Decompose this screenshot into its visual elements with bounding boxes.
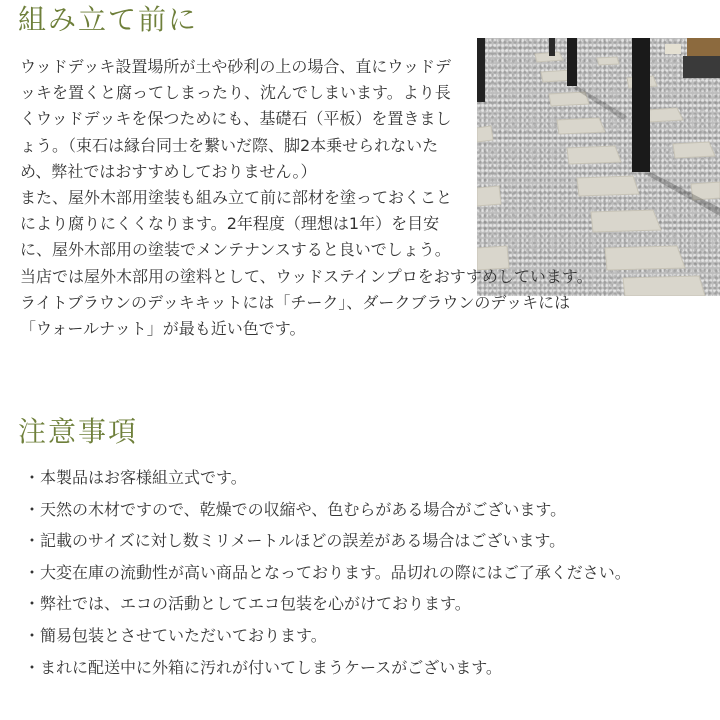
paragraph-recommend-line-3: 「ウォールナット」が最も近い色です。 bbox=[20, 319, 306, 339]
list-item: ・天然の木材ですので、乾燥での収縮や、色むらがある場合がございます。 bbox=[24, 499, 567, 519]
section-title-notes: 注意事項 bbox=[18, 415, 139, 448]
list-item: ・記載のサイズに対し数ミリメートルほどの誤差がある場合はございます。 bbox=[24, 531, 566, 551]
list-item: ・まれに配送中に外箱に汚れが付いてしまうケースがございます。 bbox=[24, 657, 502, 677]
list-item: ・大変在庫の流動性が高い商品となっております。品切れの際にはご了承ください。 bbox=[24, 562, 631, 582]
paragraph-recommend-line-1: 当店では屋外木部用の塗料として、ウッドステインプロをおすすめしています。 bbox=[20, 266, 593, 286]
paragraph-painting: また、屋外木部用塗装も組み立て前に部材を塗っておくことにより腐りにくくなります。2年程度（理想は1年）を目安に、屋外木部用の塗装でメンテナンスすると良いでしょう。 bbox=[20, 188, 453, 260]
list-item: ・弊社では、エコの活動としてエコ包装を心がけております。 bbox=[24, 594, 471, 614]
assembly-instructions bbox=[20, 54, 593, 342]
notes-list bbox=[24, 462, 704, 683]
paragraph-foundation-stones: ウッドデッキ設置場所が土や砂利の上の場合、直にウッドデッキを置くと腐ってしまったり、沈んでしまいます。より長くウッドデッキを保つためにも、基礎石（平板）を置きましょう。（束石は縁台同士を繋いだ際、脚2本乗せられないため、弊社ではおすすめしておりません。） bbox=[20, 57, 452, 181]
section-title-before-assembly: 組み立て前に bbox=[18, 3, 199, 36]
list-item: ・本製品はお客様組立式です。 bbox=[24, 468, 247, 487]
paragraph-recommend-line-2: ライトブラウンのデッキキットには「チーク」、ダークブラウンのデッキには bbox=[20, 292, 571, 312]
list-item: ・簡易包装とさせていただいております。 bbox=[24, 625, 327, 645]
